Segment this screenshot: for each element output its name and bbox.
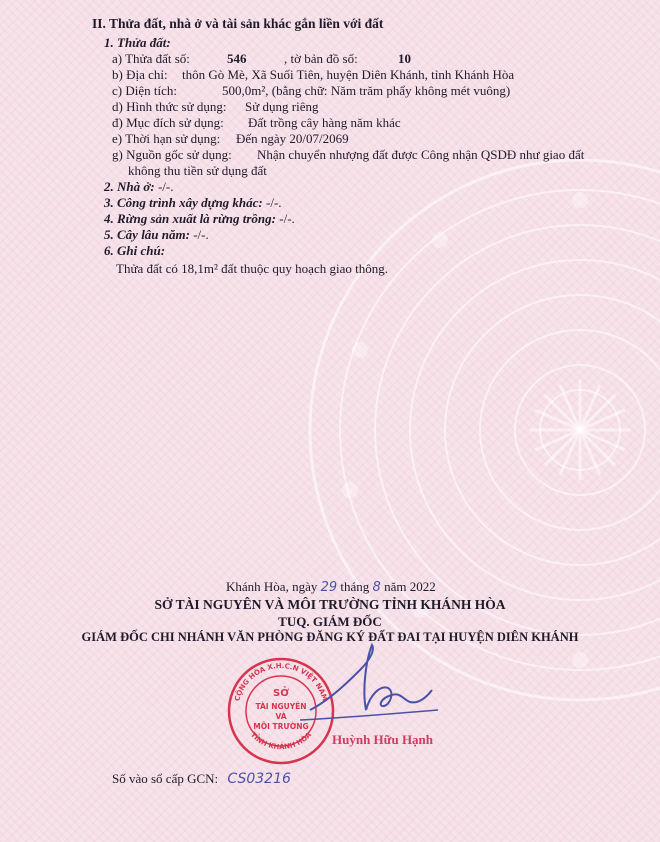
- area-value: 500,0m², (bằng chữ: Năm trăm phẩy không mét vuông): [222, 83, 511, 98]
- date-line: [226, 578, 436, 597]
- org-name: SỞ TÀI NGUYÊN VÀ MÔI TRƯỜNG TỈNH KHÁNH HÒA: [154, 597, 506, 612]
- map-sheet-label: , tờ bản đồ số:: [284, 51, 358, 66]
- svg-text:TỈNH KHÁNH HÒA: [249, 730, 314, 751]
- origin-value-line1: Nhận chuyển nhượng đất được Công nhận QSDĐ như giao đất: [257, 147, 585, 162]
- origin-value-line2: không thu tiền sử dụng đất: [128, 163, 267, 178]
- address-label: b) Địa chỉ:: [112, 67, 168, 82]
- section-title: II. Thửa đất, nhà ở và tài sản khác gắn liền với đất: [92, 16, 384, 31]
- on-behalf: TUQ. GIÁM ĐỐC: [278, 614, 382, 629]
- purpose-label: đ) Mục đích sử dụng:: [112, 115, 224, 130]
- usage-form-value: Sử dụng riêng: [245, 99, 319, 114]
- map-sheet-value: 10: [398, 51, 411, 66]
- day-value: 29: [320, 580, 338, 595]
- term-value: Đến ngày 20/07/2069: [236, 131, 349, 146]
- forest-value: -/-.: [279, 211, 295, 226]
- area-label: c) Diện tích:: [112, 83, 177, 98]
- purpose-value: Đất trồng cây hàng năm khác: [248, 115, 401, 130]
- house-value: -/-.: [157, 179, 174, 194]
- stamp-center-4: MÔI TRƯỜNG: [253, 722, 309, 731]
- forest-label: 4. Rừng sản xuất là rừng trồng:: [104, 211, 276, 226]
- book-entry-value: CS03216: [227, 771, 291, 787]
- perennial-label: 5. Cây lâu năm:: [104, 227, 190, 242]
- signer-title: GIÁM ĐỐC CHI NHÁNH VĂN PHÒNG ĐĂNG KÝ ĐẤT ĐAI TẠI HUYỆN DIÊN KHÁNH: [81, 630, 579, 644]
- parcel-number-label: a) Thửa đất số:: [112, 51, 190, 66]
- note-text: Thửa đất có 18,1m² đất thuộc quy hoạch giao thông.: [116, 261, 388, 276]
- stamp-center-1: SỞ: [273, 688, 289, 699]
- usage-form-label: d) Hình thức sử dụng:: [112, 99, 227, 114]
- note-label: 6. Ghi chú:: [104, 243, 166, 258]
- construction-label: 3. Công trình xây dựng khác:: [104, 195, 263, 210]
- address-value: thôn Gò Mè, Xã Suối Tiên, huyện Diên Khánh, tỉnh Khánh Hòa: [182, 67, 515, 82]
- book-entry-row: [112, 770, 291, 788]
- month-value: 8: [372, 580, 381, 595]
- stamp-ring-text: CỘNG HÒA X.H.C.N VIỆT NAM: [233, 661, 329, 703]
- signer-name: Huỳnh Hữu Hạnh: [332, 732, 434, 747]
- month-label: tháng: [340, 579, 370, 594]
- parcel-heading: 1. Thửa đất:: [104, 35, 171, 50]
- house-label: 2. Nhà ở:: [104, 179, 155, 194]
- construction-value: -/-.: [266, 195, 282, 210]
- book-entry-label: Số vào sổ cấp GCN:: [112, 771, 219, 786]
- year-label: năm 2022: [384, 579, 436, 594]
- term-label: e) Thời hạn sử dụng:: [112, 131, 221, 146]
- handwritten-signature: [300, 640, 440, 730]
- place-prefix: Khánh Hòa, ngày: [226, 579, 318, 594]
- stamp-center-2: TÀI NGUYÊN: [255, 702, 307, 711]
- perennial-value: -/-.: [193, 227, 209, 242]
- stamp-center-3: VÀ: [275, 712, 287, 721]
- parcel-number-value: 546: [227, 51, 247, 66]
- origin-label: g) Nguồn gốc sử dụng:: [112, 147, 232, 162]
- stamp-bottom-text: TỈNH KHÁNH HÒA: [248, 730, 314, 752]
